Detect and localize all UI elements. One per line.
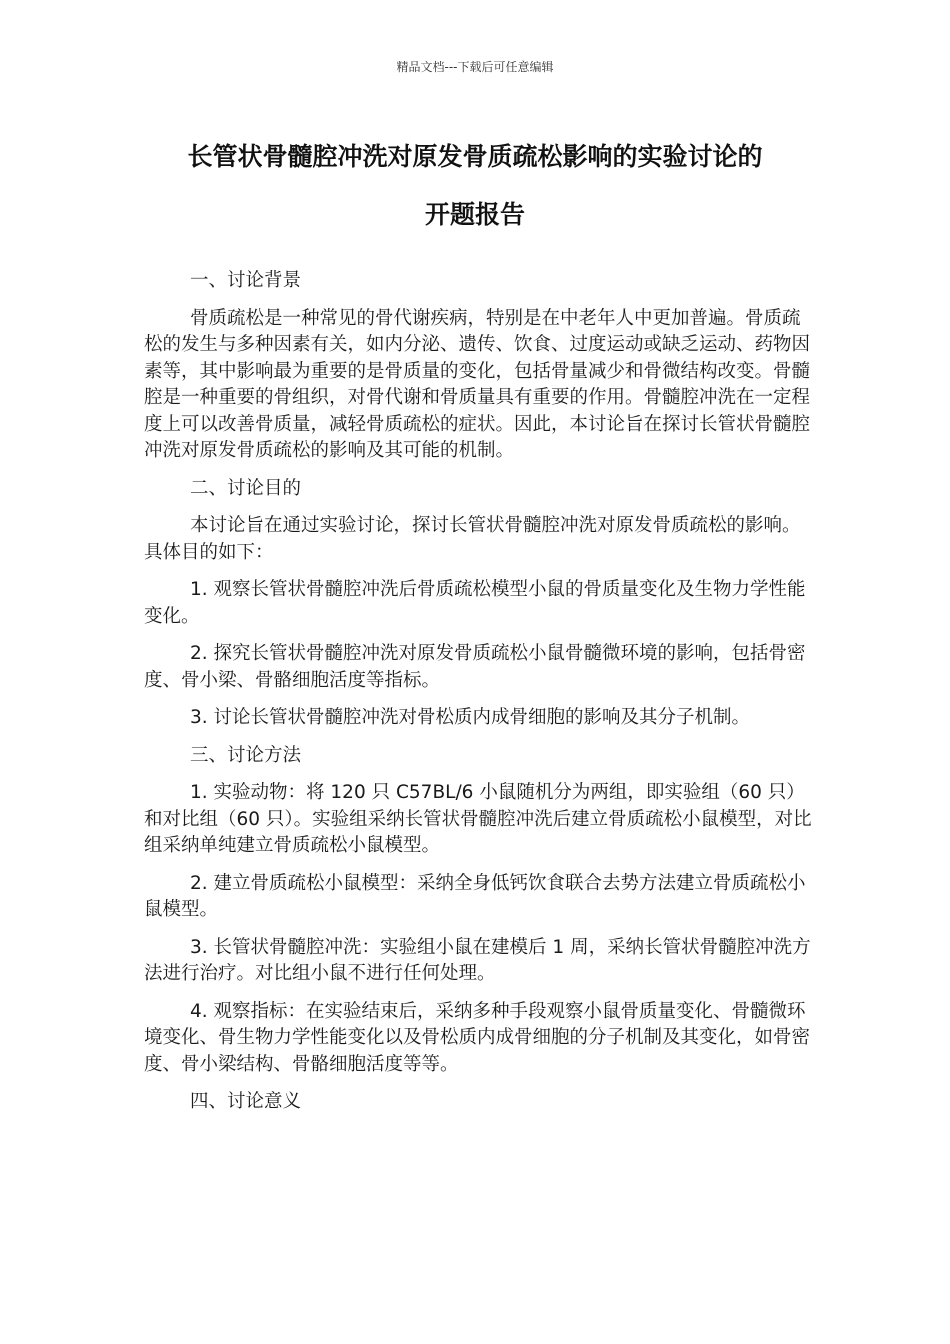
document-body (144, 268, 812, 1127)
purpose-item-1: 1. 观察长管状骨髓腔冲洗后骨质疏松模型小鼠的骨质量变化及生物力学性能变化。 (144, 579, 806, 627)
section-heading-purpose: 二、讨论目的 (190, 477, 302, 499)
document-title (130, 128, 820, 244)
background-paragraph: 骨质疏松是一种常见的骨代谢疾病，特别是在中老年人中更加普遍。骨质疏松的发生与多种因素有关，如内分泌、遗传、饮食、过度运动或缺乏运动、药物因素等，其中影响最为重要的是骨质量的变化，包括骨量减少和骨微结构改变。骨髓腔是一种重要的骨组织，对骨代谢和骨质量具有重要的作用。骨髓腔冲洗在一定程度上可以改善骨质量，减轻骨质疏松的症状。因此，本讨论旨在探讨长管状骨髓腔冲洗对原发骨质疏松的影响及其可能的机制。 (144, 307, 811, 461)
methods-item-4: 4. 观察指标：在实验结束后，采纳多种手段观察小鼠骨质量变化、骨髓微环境变化、骨生物力学性能变化以及骨松质内成骨细胞的分子机制及其变化，如骨密度、骨小梁结构、骨骼细胞活度等等。 (144, 1000, 811, 1075)
methods-item-2: 2. 建立骨质疏松小鼠模型：采纳全身低钙饮食联合去势方法建立骨质疏松小鼠模型。 (144, 872, 806, 920)
methods-item-1: 1. 实验动物：将 120 只 C57BL/6 小鼠随机分为两组，即实验组（60 只）和对比组（60 只）。实验组采纳长管状骨髓腔冲洗后建立骨质疏松小鼠模型，对比组采纳单纯建立骨质疏松小鼠模型。 (144, 782, 812, 856)
page-header-note: 精品文档---下载后可任意编辑 (396, 60, 554, 74)
purpose-paragraph: 本讨论旨在通过实验讨论，探讨长管状骨髓腔冲洗对原发骨质疏松的影响。具体目的如下： (144, 515, 801, 563)
title-line-1: 长管状骨髓腔冲洗对原发骨质疏松影响的实验讨论的 (187, 142, 763, 171)
section-heading-significance: 四、讨论意义 (190, 1091, 302, 1112)
methods-item-3: 3. 长管状骨髓腔冲洗：实验组小鼠在建模后 1 周，采纳长管状骨髓腔冲洗方法进行治疗。对比组小鼠不进行任何处理。 (144, 936, 811, 984)
purpose-item-2: 2. 探究长管状骨髓腔冲洗对原发骨质疏松小鼠骨髓微环境的影响，包括骨密度、骨小梁、骨骼细胞活度等指标。 (144, 643, 806, 691)
section-heading-background: 一、讨论背景 (190, 270, 302, 291)
purpose-item-3: 3. 讨论长管状骨髓腔冲洗对骨松质内成骨细胞的影响及其分子机制。 (190, 707, 751, 728)
title-line-2: 开题报告 (424, 200, 525, 229)
section-heading-methods: 三、讨论方法 (190, 744, 302, 766)
